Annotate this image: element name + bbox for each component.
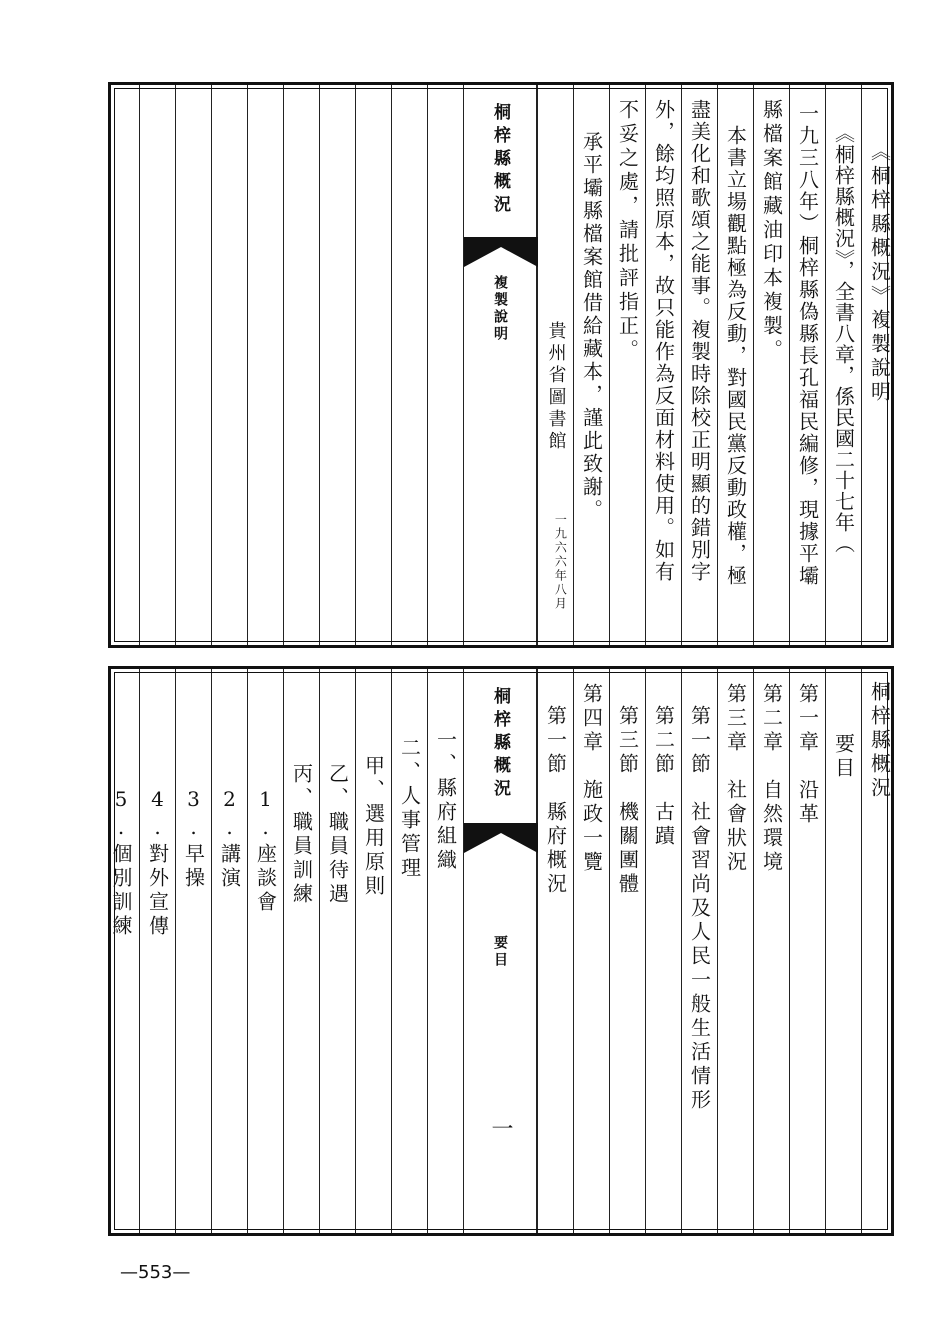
empty-column bbox=[211, 85, 247, 645]
toc-entry: 5.個別訓練 bbox=[109, 787, 133, 939]
contents-book-title: 桐梓縣概況 bbox=[867, 681, 892, 801]
empty-column bbox=[283, 85, 319, 645]
toc-entry: 二、人事管理 bbox=[391, 669, 427, 1233]
text-column: 盡美化和歌頌之能事。複製時除校正明顯的錯別字 bbox=[681, 85, 717, 645]
contents-panel bbox=[108, 666, 894, 1236]
text-column bbox=[861, 85, 897, 645]
text-column bbox=[537, 85, 573, 645]
date: 一九六六年八月 bbox=[553, 513, 568, 611]
text-column: 一九三八年）桐梓縣偽縣長孔福民編修，現據平壩 bbox=[789, 85, 825, 645]
section-label: 複製說明 bbox=[492, 275, 508, 343]
empty-column bbox=[175, 85, 211, 645]
toc-entry: 4.對外宣傳 bbox=[139, 669, 175, 1233]
text-column bbox=[861, 669, 897, 1233]
toc-entry: 第一節 社會習尚及人民一般生活情形 bbox=[681, 669, 717, 1233]
fishtail-mark bbox=[464, 823, 538, 853]
toc-entry: 丙、職員訓練 bbox=[283, 669, 319, 1233]
toc-entry: 1.座談會 bbox=[247, 669, 283, 1233]
running-title: 桐梓縣概況 bbox=[490, 103, 510, 218]
text-column: 外，餘均照原本，故只能作為反面材料使用。如有 bbox=[645, 85, 681, 645]
toc-entry: 2.講演 bbox=[211, 669, 247, 1233]
preface-panel bbox=[108, 82, 894, 648]
fold-column bbox=[463, 669, 537, 1233]
contents-heading: 要目 bbox=[831, 733, 856, 781]
toc-entry: 乙、職員待遇 bbox=[319, 669, 355, 1233]
folio-number: 一 bbox=[488, 1117, 513, 1143]
toc-entry: 第三章 社會狀況 bbox=[717, 669, 753, 1233]
text-column: 縣檔案館藏油印本複製。 bbox=[753, 85, 789, 645]
empty-column bbox=[391, 85, 427, 645]
preface-title: 《桐梓縣概況》複製說明 bbox=[867, 141, 892, 405]
toc-entry: 第一章 沿革 bbox=[789, 669, 825, 1233]
toc-entry: 第四章 施政一覽 bbox=[573, 669, 609, 1233]
empty-column bbox=[247, 85, 283, 645]
empty-column bbox=[139, 85, 175, 645]
text-column: 不妥之處，請批評指正。 bbox=[609, 85, 645, 645]
text-column: 《桐梓縣概況》，全書八章，係民國二十七年（ bbox=[825, 85, 861, 645]
text-column: 承平壩縣檔案館借給藏本，謹此致謝。 bbox=[573, 85, 609, 645]
empty-column bbox=[355, 85, 391, 645]
signature: 貴州省圖書館 bbox=[545, 321, 567, 453]
fishtail-mark bbox=[464, 237, 538, 267]
page-number: —553— bbox=[120, 1262, 191, 1283]
empty-column bbox=[319, 85, 355, 645]
text-column: 本書立場觀點極為反動，對國民黨反動政權，極 bbox=[717, 85, 753, 645]
toc-entry: 3.早操 bbox=[175, 669, 211, 1233]
fold-column bbox=[463, 85, 537, 645]
section-label: 要目 bbox=[492, 935, 508, 969]
toc-entry: 一、縣府組織 bbox=[427, 669, 463, 1233]
text-column bbox=[825, 669, 861, 1233]
toc-entry: 第二章 自然環境 bbox=[753, 669, 789, 1233]
empty-column bbox=[427, 85, 463, 645]
toc-entry: 第三節 機關團體 bbox=[609, 669, 645, 1233]
running-title: 桐梓縣概況 bbox=[490, 687, 510, 802]
toc-entry: 第二節 古蹟 bbox=[645, 669, 681, 1233]
toc-entry: 第一節 縣府概況 bbox=[537, 669, 573, 1233]
toc-entry: 甲、選用原則 bbox=[355, 669, 391, 1233]
